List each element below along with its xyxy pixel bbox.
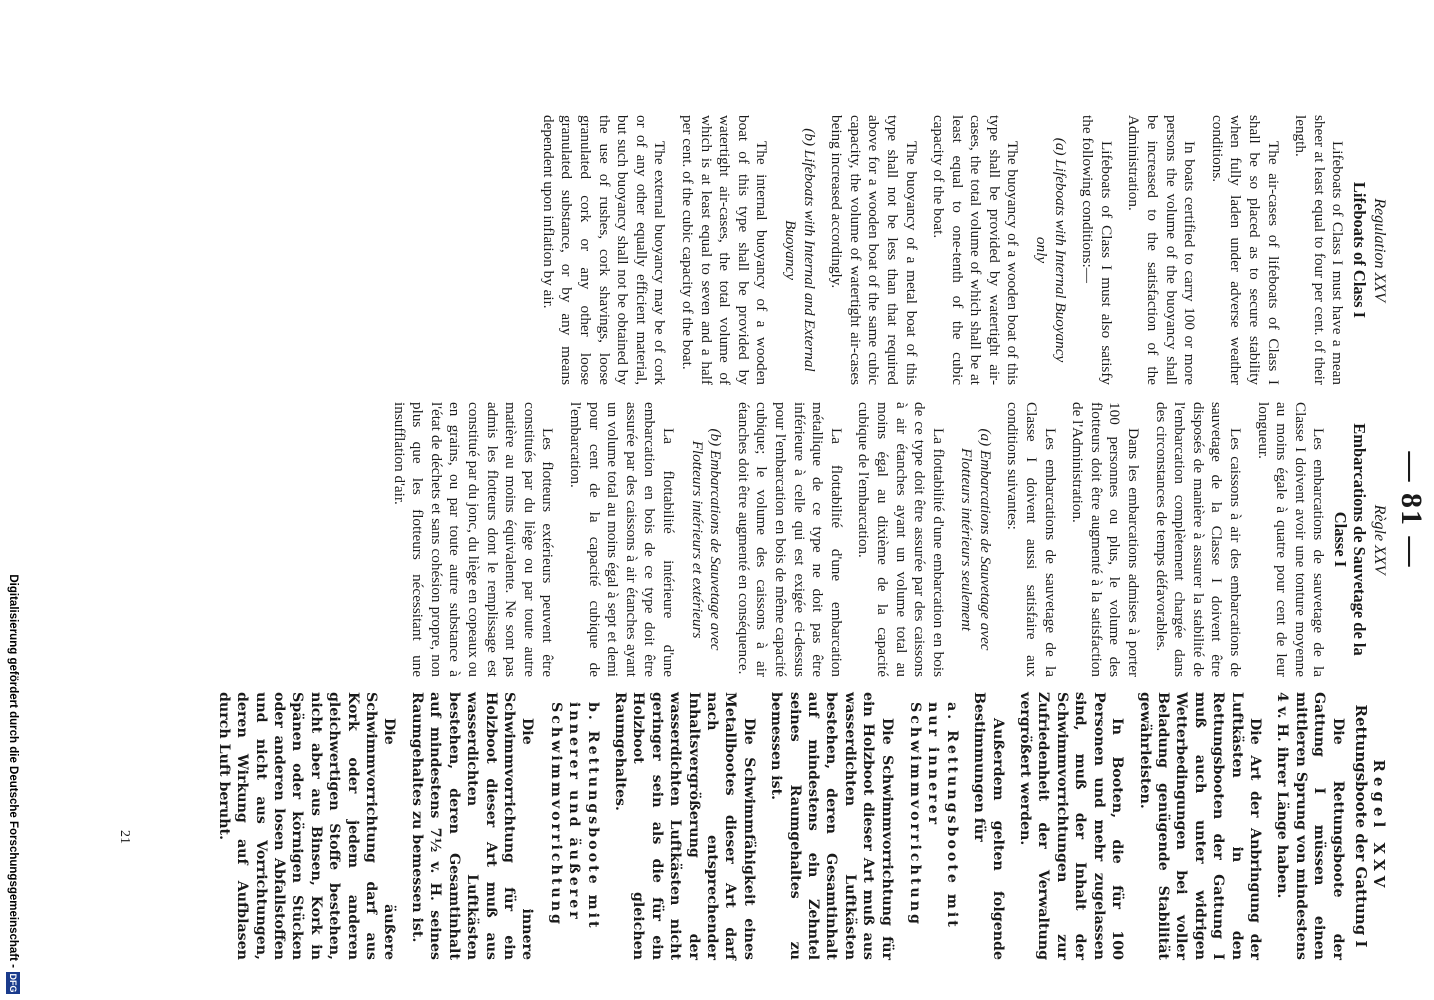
german-paragraph-2: Die Art der Anbringung der Luftkästen in den Rettungsbooten der Gattung I muß auch unter widrigen Wetterbedingungen bei voller Beladung genügende Stabilität gewährleisten. bbox=[1136, 692, 1263, 960]
french-regulation-heading: Règle XXV bbox=[1371, 504, 1388, 575]
german-regulation-heading: Regel XXV bbox=[1370, 759, 1388, 893]
footer-page-number: 21 bbox=[117, 830, 132, 844]
english-paragraph-3: In boats certified to carry 100 or more persons the volume of the buoyancy shall be increased to the satisfaction of the Administration. bbox=[1125, 115, 1199, 385]
german-paragraph-1: Die Rettungsboote der Gattung I müssen einen mittleren Sprung von mindestens 4 v. H. ihrer Länge haben. bbox=[1274, 692, 1346, 960]
german-paragraph-8: Die äußere Schwimmvorrichtung darf aus Kork oder jedem anderen gleichwertigen Stoffe bestehen, nicht aber aus Binsen, Kork in Spänen oder körnigen Stücken oder anderen losen Abfallstoffen und nicht aus Vorrichtungen, deren Wirkung auf Aufblasen durch Luft beruht. bbox=[215, 692, 398, 960]
german-paragraph-3: In Booten, die für 100 Personen und mehr zugelassen sind, muß der Inhalt der Schwimmvorrichtungen zur Zufriedenheit der Verwaltung vergrößert werden. bbox=[1017, 692, 1126, 960]
english-paragraph-6: The buoyancy of a metal boat of this type shall not be less than that required above for a wooden boat of the same cubic capacity, the volume of watertight air-cases being increased accordingly. bbox=[828, 115, 920, 385]
french-paragraph-2: Les caissons à air des embarcations de sauvetage de la Classe I doivent être disposés de manière à assurer la stabilité de l'embarcation complètement chargée dans des circonstances de temps défavorables. bbox=[1152, 402, 1245, 677]
french-subheading-a: (a) Embarcations de Sauvetage avec Flotteurs intérieurs seulement bbox=[958, 428, 994, 651]
french-title: Embarcations de Sauvetage de la Classe I bbox=[1331, 423, 1370, 656]
english-paragraph-4: Lifeboats of Class I must also satisfy the following conditions:— bbox=[1079, 115, 1115, 385]
german-subheading-b: b. Rettungsboote mit innerer und äußerer Schwimmvorrichtung bbox=[547, 702, 601, 931]
credit-text: Digitalisierung gefördert durch die Deutsche Forschungsgemeinschaft - bbox=[7, 574, 19, 968]
english-paragraph-8: The external buoyancy may be of cork or of any other equally efficient material, but such buoyancy shall not be obtained by the use of rushes, cork shavings, loose granulated cork or any other loose granulated substance, or by any means dependent upon inflation by air. bbox=[539, 115, 669, 385]
digitization-credit bbox=[2, 0, 24, 1000]
german-paragraph-4: Außerdem gelten folgende Bestimmungen für bbox=[971, 692, 1006, 960]
english-paragraph-1: Lifeboats of Class I must have a mean sheer at least equal to four per cent. of their length. bbox=[1292, 115, 1347, 385]
english-paragraph-7: The internal buoyancy of a wooden boat of this type shall be provided by watertight air-cases, the total volume of which is at least equal to seven and a half per cent. of the cubic capacity of the boat. bbox=[679, 115, 771, 385]
english-subheading-a: (a) Lifeboats with Internal Buoyancy only bbox=[1033, 137, 1069, 363]
french-paragraph-4: Les embarcations de sauvetage de la Classe I doivent aussi satisfaire aux conditions suivantes: bbox=[1004, 402, 1059, 677]
french-paragraph-5: La flottabilité d'une embarcation en bois de ce type doit être assurée par des caissons à air étanches ayant un volume total au moins égal au dixième de la capacité cubique de l'embarcation. bbox=[855, 402, 947, 677]
english-title: Lifeboats of Class I bbox=[1350, 181, 1370, 319]
french-column bbox=[380, 402, 1388, 677]
french-subheading-b: (b) Embarcations de Sauvetage avec Flotteurs intérieurs et extérieurs bbox=[688, 428, 725, 651]
german-paragraph-5: Die Schwimmvorrichtung für ein Holzboot dieser Art muß aus wasserdichten Luftkästen bestehen, deren Gesamtinhalt auf mindestens ein Zehntel seines Raumgehaltes zu bemessen ist. bbox=[768, 692, 895, 960]
german-column bbox=[205, 692, 1388, 960]
german-paragraph-6: Die Schwimmfähigkeit eines Metallbootes dieser Art darf nach entsprechender Inhaltsvergrößerung der wasserdichten Luftkästen nicht geringer sein als die für ein Holzboot gleichen Raumgehaltes. bbox=[611, 692, 757, 960]
french-paragraph-8: Les flotteurs extérieurs peuvent être constitués par du liège ou par toute autre matière au moins équivalente. Ne sont pas admis les flotteurs dont le remplissage est constitué par du jonc, du liège en copeaux ou en grains, ou par toute autre substance à l'état de déchets et sans cohésion propre, non plus que les flotteurs nécessitant une insufflation d'air. bbox=[390, 402, 557, 677]
english-subheading-b: (b) Lifeboats with Internal and External Buoyancy bbox=[781, 128, 818, 372]
french-paragraph-7: La flottabilité intérieure d'une embarcation en bois de ce type doit être assurée par des caissons à air étanches ayant un volume total au moins égal à sept et demi pour cent de la capacité cubique de l'embarcation. bbox=[567, 402, 677, 677]
english-paragraph-5: The buoyancy of a wooden boat of this type shall be provided by watertight air-cases, the total volume of which shall be at least equal to one-tenth of the cubic capacity of the boat. bbox=[930, 115, 1022, 385]
english-paragraph-2: The air-cases of lifeboats of Class I shall be so placed as to secure stability when fully laden under adverse weather conditions. bbox=[1208, 115, 1282, 385]
english-regulation-heading: Regulation XXV bbox=[1371, 198, 1388, 302]
dfg-logo-icon: DFG bbox=[8, 973, 18, 993]
english-column bbox=[529, 115, 1388, 385]
french-paragraph-3: Dans les embarcations admises à porter 100 personnes ou plus, le volume des flotteurs doit être augmenté à la satisfaction de l'Administration. bbox=[1069, 402, 1143, 677]
page-number: — 81 — bbox=[1395, 451, 1428, 569]
german-title: Rettungsboote der Gattung I bbox=[1351, 704, 1370, 948]
french-paragraph-6: La flottabilité d'une embarcation métallique de ce type ne doit pas être inférieure à celle qui est exigée ci-dessus pour l'embarcation en bois de même capacité cubique; le volume des caissons à air étanches doit être augmenté en conséquence. bbox=[734, 402, 845, 677]
french-paragraph-1: Les embarcations de sauvetage de la Classe I doivent avoir une tonture moyenne au moins égale à quatre pour cent de leur longueur. bbox=[1254, 402, 1328, 677]
german-subheading-a: a. Rettungsboote mit nur innerer Schwimmvorrichtung bbox=[907, 702, 960, 930]
german-paragraph-7: Die innere Schwimmvorrichtung für ein Holzboot dieser Art muß aus wasserdichten Luftkästen bestehen, deren Gesamtinhalt auf mindestens 7½ v. H. seines Raumgehaltes zu bemessen ist. bbox=[408, 692, 536, 960]
